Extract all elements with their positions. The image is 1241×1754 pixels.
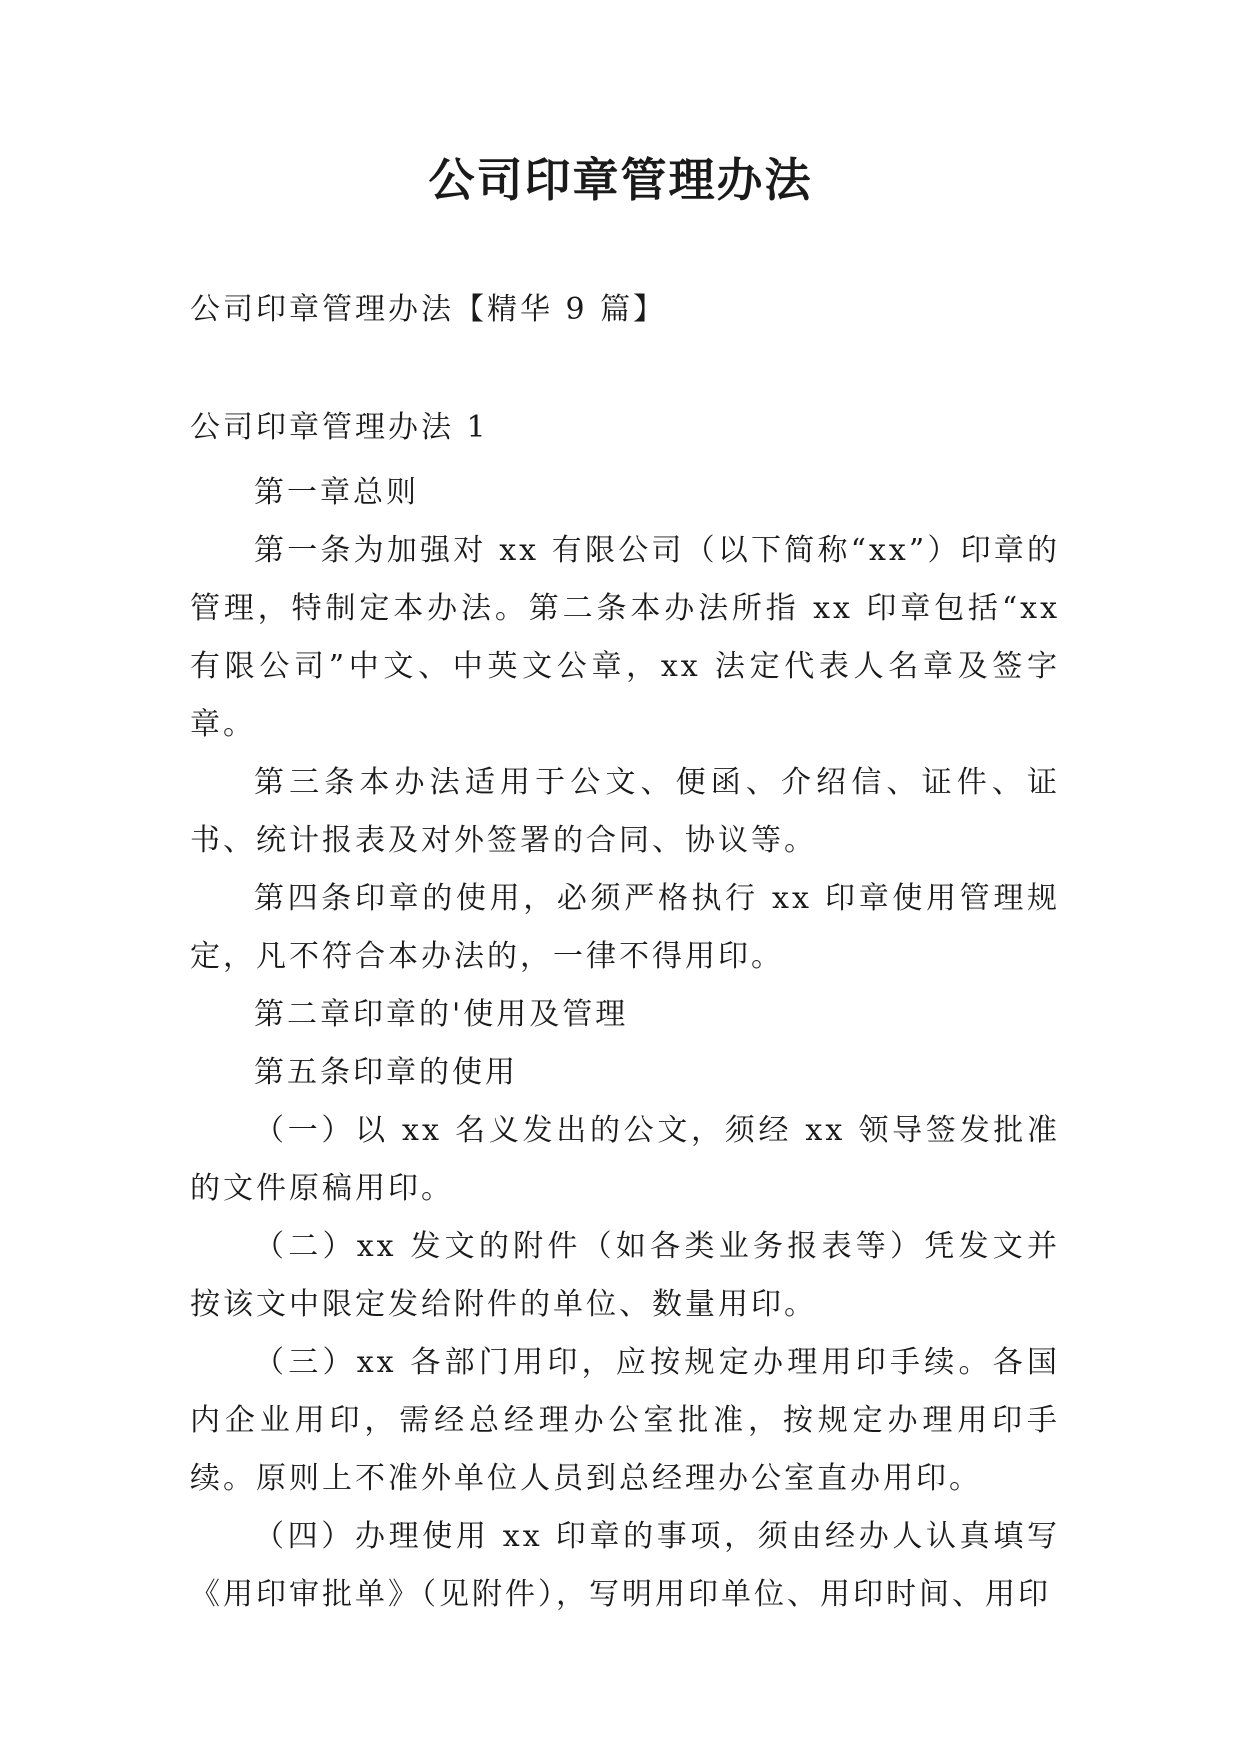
paragraph-item-3: （三）xx 各部门用印，应按规定办理用印手续。各国内企业用印，需经总经理办公室批准，按规定办理用印手续。原则上不准外单位人员到总经理办公室直办用印。 [190,1345,1060,1496]
paragraph-article-5: 第五条印章的使用 [254,1055,518,1090]
document-title: 公司印章管理办法 [428,153,813,207]
document-subtitle: 公司印章管理办法【精华 9 篇】 [190,292,667,327]
paragraph-item-2: （二）xx 发文的附件（如各类业务报表等）凭发文并按该文中限定发给附件的单位、数量用印。 [190,1229,1060,1322]
paragraph-item-1: （一）以 xx 名义发出的公文，须经 xx 领导签发批准的文件原稿用印。 [190,1113,1060,1206]
paragraph-article-3: 第三条本办法适用于公文、便函、介绍信、证件、证书、统计报表及对外签署的合同、协议等。 [190,765,1060,858]
paragraph-article-4: 第四条印章的使用，必须严格执行 xx 印章使用管理规定，凡不符合本办法的，一律不得用印。 [190,881,1060,974]
section-heading: 公司印章管理办法 1 [190,410,489,445]
paragraph-chapter-1: 第一章总则 [254,475,419,510]
paragraph-article-1-2: 第一条为加强对 xx 有限公司（以下简称“xx”）印章的管理，特制定本办法。第二条本办法所指 xx 印章包括“xx 有限公司”中文、中英文公章，xx 法定代表人名章及签字章。 [190,533,1060,742]
body-text [190,464,1060,1624]
paragraph-chapter-2: 第二章印章的'使用及管理 [254,997,629,1032]
paragraph-item-4: （四）办理使用 xx 印章的事项，须由经办人认真填写《用印审批单》（见附件），写明用印单位、用印时间、用印 [190,1519,1060,1612]
